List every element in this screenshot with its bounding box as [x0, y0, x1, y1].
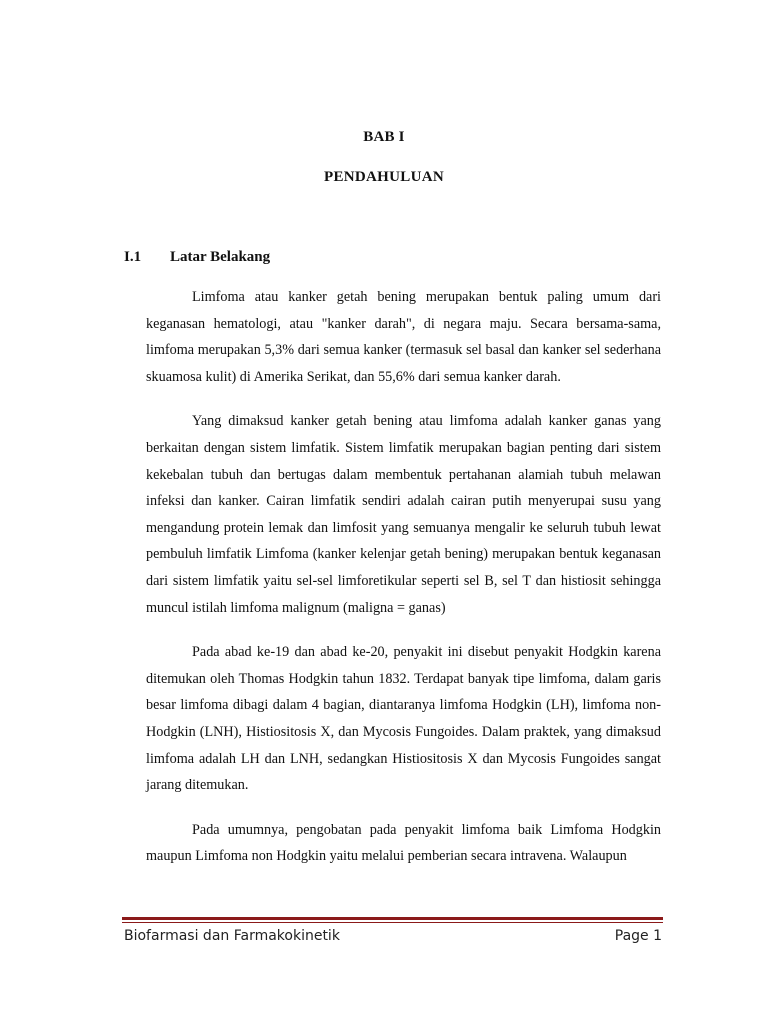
body-text	[146, 284, 661, 870]
paragraph-3: Pada abad ke-19 dan abad ke-20, penyakit ini disebut penyakit Hodgkin karena ditemukan oleh Thomas Hodgkin tahun 1832. Terdapat banyak tipe limfoma, dalam garis besar limfoma dibagi dalam 4 bagian, diantaranya limfoma Hodgkin (LH), limfoma non-Hodgkin (LNH), Histiositosis X, dan Mycosis Fungoides. Dalam praktek, yang dimaksud limfoma adalah LH dan LNH, sedangkan Histiositosis X dan Mycosis Fungoides sangat jarang ditemukan.	[146, 644, 661, 794]
chapter-title: BAB I	[363, 129, 405, 145]
paragraph-1: Limfoma atau kanker getah bening merupakan bentuk paling umum dari keganasan hematologi, atau "kanker darah", di negara maju. Secara bersama-sama, limfoma merupakan 5,3% dari semua kanker (termasuk sel basal dan kanker sel sederhana skuamosa kulit) di Amerika Serikat, dan 55,6% dari semua kanker darah.	[146, 289, 661, 385]
paragraph-4: Pada umumnya, pengobatan pada penyakit limfoma baik Limfoma Hodgkin maupun Limfoma non Hodgkin yaitu melalui pemberian secara intravena. Walaupun	[146, 821, 661, 865]
section-title: Latar Belakang	[170, 249, 271, 265]
footer-course-title: Biofarmasi dan Farmakokinetik	[124, 928, 340, 944]
chapter-subtitle: PENDAHULUAN	[324, 169, 444, 185]
section-number: I.1	[124, 249, 142, 265]
section-heading	[124, 249, 270, 266]
paragraph-2: Yang dimaksud kanker getah bening atau limfoma adalah kanker ganas yang berkaitan dengan sistem limfatik. Sistem limfatik merupakan bagian penting dari sistem kekebalan tubuh dan bertugas dalam membentuk pertahanan alamiah tubuh melawan infeksi dan kanker. Cairan limfatik sendiri adalah cairan putih menyerupai susu yang mengandung protein lemak dan limfosit yang semuanya mengalir ke seluruh tubuh lewat pembuluh limfatik Limfoma (kanker kelenjar getah bening) merupakan bentuk keganasan dari sistem limfatik yaitu sel-sel limforetikular seperti sel B, sel T dan histiosit sehingga muncul istilah limfoma malignum (maligna = ganas)	[146, 413, 661, 616]
footer-page-number: Page 1	[614, 928, 662, 944]
footer-rule	[122, 917, 663, 923]
